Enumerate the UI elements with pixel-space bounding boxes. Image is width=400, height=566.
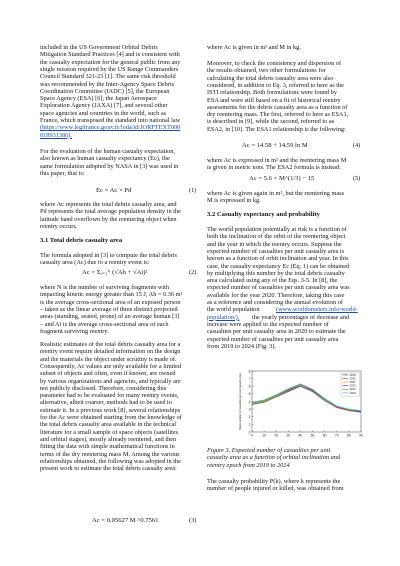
y-tick-label: 2 — [248, 415, 251, 420]
y-tick-label: 5 — [248, 392, 251, 397]
estimation-paragraph-line: Realistic estimates of the total debris casualty area for a — [40, 341, 181, 348]
figure-3-caption: reentry epoch from 2019 to 2024 — [207, 461, 290, 469]
casualty-expectation-paragraph-line: also known as human casualty expectancy (Ec), the — [40, 155, 170, 163]
equation-1-number: (1) — [189, 187, 197, 194]
worldometers-link-end[interactable]: population/), — [207, 313, 240, 321]
estimation-paragraph-line: and the materials the object under scrutiny is made of. — [40, 355, 177, 363]
intro-paragraph-line: space agencies and countries in the world, such as — [40, 109, 167, 117]
x-tick-label: 90 — [359, 433, 363, 438]
estimation-paragraph-line: parameter had to be evaluated for many reentry events, — [40, 392, 179, 400]
figure-3-caption: casualty area as a function of orbital inclination and — [207, 454, 341, 462]
casualty-area-intro-line: casualty area (Ac) due to a reentry event is: — [40, 259, 150, 267]
y-tick-label: 8 — [248, 369, 251, 374]
equation-5-explanation-line: M is expressed in kg. — [207, 197, 261, 205]
estimation-paragraph-line: not publicly disclosed. Therefore, considering this — [40, 384, 167, 392]
equation-3-number: (3) — [189, 517, 197, 524]
world-population-paragraph-line: available for the year 2020. Therefore, taking this case — [207, 291, 345, 299]
chart-svg — [238, 367, 364, 441]
x-tick-label: 0 — [251, 433, 253, 438]
esa-formulations-paragraph-line: considered, in addition to Eq. 3, referred to here as the — [207, 81, 344, 89]
legend-label-2020: 2020 — [349, 376, 356, 381]
section-3-2-heading: 3.2 Casualty expectancy and probability — [207, 211, 320, 218]
equation-5-number: (5) — [353, 175, 361, 182]
equation-1-explanation-line: Pd represents the total average population density in the — [40, 208, 181, 216]
world-population-paragraph-line: the yearly percentages of decrease and — [252, 313, 350, 321]
x-tick-label: 20 — [274, 433, 279, 438]
world-population-paragraph-line: casualties per unit casualty area in 2020 to estimate the — [207, 328, 346, 336]
equation-1-explanation-line: where Ac represents the total debris casualty area, and — [40, 201, 177, 208]
equation-2: Ac = Σᵢ₌₁ᴺ (√Ah + √Ai)² — [82, 269, 148, 276]
legend-label-2021: 2021 — [349, 380, 356, 384]
esa-formulations-paragraph-line: ESA2, in [10]. The ESA1 relationship is the following: — [207, 125, 346, 133]
intro-paragraph-line: included in the US Government Orbital Debris — [40, 44, 158, 51]
equation-1-explanation-line: reentry occurs. — [40, 222, 78, 230]
equation-4: Ac = 14.58 + 14.59 ln M — [242, 142, 308, 149]
equation-5: Ac = 5.6 × M^(1/3) − 15 — [249, 175, 315, 182]
equation-5-explanation-line: where Ac is given again in m², but the reentering mass — [207, 190, 345, 197]
legend-label-2023: 2023 — [349, 387, 356, 392]
y-tick-label: 3 — [248, 407, 251, 412]
equation-2-explanation-line: fragment surviving reentry. — [40, 327, 109, 335]
y-tick-label: 6 — [248, 384, 251, 389]
esa-formulations-paragraph-line: ISTI relationship. Both formulations were found by — [207, 89, 337, 97]
casualty-probability-paragraph-line: number of people injured or killed, was obtained from — [207, 485, 344, 493]
estimation-paragraph-line: relationships obtained, the following was adopted in the — [40, 457, 181, 465]
estimation-paragraph-line: estimate it. In a previous work [8], several relationships — [40, 406, 181, 414]
equation-4-explanation-line: where Ac is expressed in m² and the reentering mass M — [207, 157, 347, 164]
estimation-paragraph-line: subset of objects and often, even if known, are owned — [40, 370, 176, 378]
esa-formulations-paragraph-line: assessments for the debris casualty area as a function of — [207, 103, 348, 111]
casualty-probability-paragraph-line: The casualty probability P(k), where k represents the — [207, 478, 341, 485]
intro-paragraph-line: France, which transposed the standard into national law — [40, 117, 181, 124]
equation-4-number: (4) — [353, 142, 361, 149]
world-population-paragraph-line: expected number of casualties per unit casualty area was — [207, 284, 350, 292]
equation-1-explanation-line: latitude band overflown by the reentering object when — [40, 215, 177, 223]
estimation-paragraph-line: Consequently, Ac values are only available for a limited — [40, 362, 182, 370]
equation-2-explanation-line: – and Ai is the average cross-sectional area of each — [40, 320, 169, 328]
y-axis-label: Mean number of casualties per unit casualty area — [239, 373, 242, 430]
figure-3-caption: Figure 3. Expected number of casualties per unit — [207, 447, 331, 454]
estimation-paragraph-line: and orbital stages), mostly already reentered, and then — [40, 435, 177, 443]
equation-2-explanation-line: impacting kinetic energy greater than 15 J, Ah = 0.36 m² — [40, 291, 183, 299]
legend-label-2022: 2022 — [349, 383, 356, 388]
equation-2-explanation-line: is the average cross-sectional area of an exposed person — [40, 298, 181, 306]
esa-formulations-paragraph-line: dry reentering mass. The first, referred to here as ESA1, — [207, 111, 349, 119]
legifrance-link[interactable]: (https://www.legifrance.gouv.fr/loda/id/JORFTEXT000 — [40, 124, 181, 132]
equation-2-explanation-line: – taken as the linear average of three distinct projected — [40, 305, 178, 313]
world-population-paragraph-line: expected number of casualties per unit casualty area is — [207, 247, 345, 255]
estimation-paragraph-line: present work to estimate the total debris casualty area: — [40, 465, 177, 473]
legend-label-2019: 2019 — [349, 372, 356, 377]
y-tick-label: 7 — [248, 376, 251, 381]
intro-paragraph-line: Council Standard 321-23 [1]. The same risk threshold — [40, 73, 176, 81]
world-population-paragraph-line: the world population — [207, 306, 260, 314]
y-tick-label: 4 — [248, 399, 251, 404]
casualty-expectation-paragraph-line: this paper, that is: — [40, 169, 85, 177]
casualty-expectation-paragraph-line: For the evaluation of the human casualty expectation, — [40, 148, 175, 155]
world-population-paragraph-line: as a reference and considering the annual evolution of — [207, 299, 344, 306]
world-population-paragraph-line: increase were applied to the expected number of — [207, 320, 329, 328]
esa-formulations-paragraph-line: is described in [9], while the second, referred to as — [207, 118, 335, 126]
world-population-paragraph-line: The world population potentially at risk is a function of — [207, 226, 347, 233]
world-population-paragraph-line: case, the casualty expectancy Ec (Eq. 1) can be obtained — [207, 262, 350, 270]
estimation-paragraph-line: terms of the dry reentering mass M. Among the various — [40, 450, 180, 458]
world-population-paragraph-line: expected number of casualties per unit casualty area — [207, 335, 339, 343]
estimation-paragraph-line: fitting the data with simple mathematical functions in — [40, 443, 175, 451]
casualty-chart — [238, 367, 364, 441]
world-population-paragraph-line: both the inclination of the orbit of the reentering object — [207, 233, 346, 241]
esa-formulations-paragraph-line: the results obtained, two other formulations for — [207, 67, 326, 75]
world-population-paragraph-line: known as a function of orbit inclination and year. In this — [207, 255, 349, 263]
legend-label-2024: 2024 — [349, 390, 356, 395]
equation-3: Ac = 0.05627 M ^0.7561 — [92, 517, 159, 524]
x-tick-label: 10 — [262, 433, 267, 438]
intro-paragraph-line: the casualty expectation for the general public from any — [40, 58, 181, 66]
casualty-area-intro-line: The formula adopted in [3] to compute the total debris — [40, 252, 177, 259]
equation-2-explanation-line: where N is the number of surviving fragments with — [40, 284, 170, 291]
estimation-paragraph-line: reentry event require detailed information on the design — [40, 348, 181, 356]
section-3-1-heading: 3.1 Total debris casualty area — [40, 237, 123, 244]
x-tick-label: 50 — [310, 433, 315, 438]
worldometers-link[interactable]: (www.worldometers.info/world- — [276, 306, 358, 314]
equation-2-number: (2) — [189, 269, 197, 276]
world-population-paragraph-line: by multiplying this number by the total debris casualty — [207, 269, 345, 277]
y-tick-label: 1 — [248, 422, 251, 427]
x-tick-label: 80 — [346, 433, 351, 438]
legifrance-link-end[interactable]: 018931380). — [40, 131, 73, 139]
world-population-paragraph-line: area calculated using any of the Eqs. 3-5. In [8], the — [207, 277, 338, 285]
estimation-paragraph-line: the total debris casualty area available in the technical — [40, 421, 177, 429]
x-tick-label: 70 — [334, 433, 339, 438]
intro-paragraph-line: Mitigation Standard Practices [4] and is consistent with — [40, 51, 180, 59]
x-tick-label: 40 — [298, 433, 303, 438]
x-tick-label: 60 — [322, 433, 327, 438]
estimation-paragraph-line: alternative, albeit coarser, methods had to be used to — [40, 399, 172, 407]
intro-paragraph-line: Space Agency (ESA) [6], the Japan Aerospace — [40, 95, 157, 103]
world-population-paragraph-line: from 2019 to 2024 (Fig. 3). — [207, 342, 277, 350]
equation-2-explanation-line: areas (standing, seated, prone) of an average human [3] — [40, 313, 180, 321]
equation-4-explanation-line: is given in metric tons. The ESA2 formula is instead: — [207, 164, 341, 172]
intro-paragraph-line: single mission required by the US Range Commanders — [40, 65, 179, 73]
estimation-paragraph-line: by various organizations and agencies, and typically are — [40, 377, 181, 385]
world-population-paragraph-line: and the year in which the reentry occurs. Suppose the — [207, 240, 342, 248]
estimation-paragraph-line: for the Ac were obtained starting from the knowledge of — [40, 414, 182, 421]
x-tick-label: 30 — [286, 433, 291, 438]
estimation-paragraph-line: literature for a small sample of space objects (satellites — [40, 428, 179, 436]
y-tick-label: 0 — [248, 430, 251, 435]
esa-formulations-paragraph-line: calculating the total debris casualty area were also — [207, 74, 334, 82]
intro-paragraph-line: was recommended by the Inter-Agency Space Debris — [40, 80, 175, 88]
intro-paragraph-line: Exploration Agency (JAXA) [7], and several other — [40, 102, 168, 110]
intro-paragraph-line: Coordination Committee (IADC) [5], the European — [40, 87, 170, 95]
casualty-expectation-paragraph-line: same formulation adopted by NASA in [3] was used in — [40, 162, 179, 170]
esa-formulations-paragraph-line: ESA and were still based on a fit of historical reentry — [207, 96, 341, 104]
esa-formulations-paragraph-line: Moreover, to check the consistency and dispersion of — [207, 60, 342, 67]
equation-1: Ec = Ac × Pd — [96, 187, 132, 194]
equation-3-units-line: where Ac is given in m² and M in kg. — [207, 44, 301, 51]
